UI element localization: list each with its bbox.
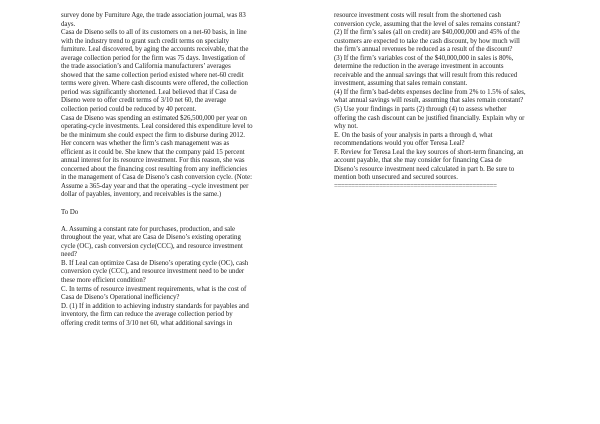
text-line: C. In terms of resource investment requirements, what is the cost of [61,285,247,293]
text-line: in the management of Casa de Diseno’s cash conversion cycle. (Note: [61,174,252,182]
text-line: account payable, that she may consider for financing Casa de [334,157,502,165]
text-line: average collection period for the firm was 75 days. Investigation of [61,54,246,62]
text-line: B. If Leal can optimize Casa de Diseno’s operating cycle (OC), cash [61,259,249,267]
text-line: (4) If the firm’s bad-debts expenses decline from 2% to 1.5% of sales, [334,88,526,96]
text-line: why not. [334,123,358,131]
text-line: F. Review for Teresa Leal the key sources of short-term financing, an [334,148,524,156]
spacer [61,217,323,226]
text-line: what annual savings will result, assuming that sales remain constant? [334,97,524,105]
text-line: recommendations would you offer Teresa Leal? [334,140,465,148]
text-line: Casa de Diseno was spending an estimated $26,500,000 per year on [61,114,247,122]
text-line: with the industry trend to grant such credit terms on specialty [61,37,230,45]
text-line: throughout the year, what are Casa de Diseno’s existing operating [61,234,241,242]
text-line: period was significantly shortened. Leal believed that if Casa de [61,88,237,96]
text-line: offering the cash discount can be justified financially. Explain why or [334,114,525,122]
text-line: conversion cycle (CCC), and resource investment need to be under [61,268,245,276]
text-line: operating-cycle investments. Leal considered this expenditure level to [61,123,253,131]
text-line: determine the reduction in the average investment in accounts [334,63,504,71]
right-column [334,12,596,191]
intro-paragraphs [61,12,323,200]
text-line: these more efficient condition? [61,276,146,284]
text-line: inventory, the firm can reduce the average collection period by [61,311,233,319]
text-line: receivable and the annual savings that will result from this reduced [334,71,518,79]
text-line: (5) Use your findings in parts (2) through (4) to assess whether [334,106,507,114]
question-continuation [334,12,596,183]
text-line: Diseno’s resource investment need calculated in part b. Be sure to [334,165,515,173]
text-line: furniture. Leal discovered, by aging the accounts receivable, that the [61,46,249,54]
text-line: the firm’s annual revenues be reduced as a result of the discount? [334,46,513,54]
text-line: (3) If the firm’s variables cost of the $40,000,000 in sales is 80%, [334,54,514,62]
text-line: Assume a 365-day year and that the operating –cycle investment per [61,182,249,190]
separator-line: =============================================== [334,182,497,190]
text-line: Diseno were to offer credit terms of 3/10 net 60, the average [61,97,227,105]
text-line: E. On the basis of your analysis in parts a through d, what [334,131,493,139]
question-list [61,226,323,329]
text-line: dollar of payables, inventory, and receivables is the same.) [61,191,222,199]
text-line: Her concern was whether the firm’s cash management was as [61,140,230,148]
text-line: investment, assuming that sales remain constant. [334,80,468,88]
text-line: D. (1) If in addition to achieving industry standards for payables and [61,302,249,310]
text-line: offering credit terms of 3/10 net 60, what additional savings in [61,319,233,327]
text-line: the trade association’s and California manufacturers’ averages [61,63,231,71]
left-column [61,12,323,328]
text-line: mention both unsecured and secured sources. [334,174,458,182]
text-line: Casa de Diseno’s Operational inefficiency? [61,294,180,302]
text-line: efficient as it could be. She knew that the company paid 15 percent [61,148,245,156]
text-line: collection period could be reduced by 40 percent. [61,106,197,114]
spacer [61,200,323,209]
text-line: conversion cycle, assuming that the level of sales remains constant? [334,20,520,28]
text-line: survey done by Furniture Age, the trade association journal, was 83 [61,12,246,19]
text-line: resource investment costs will result from the shortened cash [334,12,501,19]
text-line: concerned about the financing cost resulting from any inefficiencies [61,165,248,173]
text-line: terms were given. Where cash discounts were offered, the collection [61,80,248,88]
todo-heading: To Do [61,208,79,216]
text-line: customers are expected to take the cash discount, by how much will [334,37,520,45]
text-line: (2) If the firm’s sales (all on credit) are $40,000,000 and 45% of the [334,29,520,37]
text-line: be the minimum she could expect the firm to disburse during 2012. [61,131,245,139]
text-line: days. [61,20,76,28]
text-line: cycle (OC), cash conversion cycle(CCC), and resource investment [61,242,243,250]
text-line: showed that the same collection period existed where net-60 credit [61,71,244,79]
text-line: need? [61,251,77,259]
text-line: annual interest for its resource investment. For this reason, she was [61,157,245,165]
text-line: A. Assuming a constant rate for purchases, production, and sale [61,225,236,233]
text-line: Casa de Diseno sells to all of its customers on a net-60 basis, in line [61,29,247,37]
